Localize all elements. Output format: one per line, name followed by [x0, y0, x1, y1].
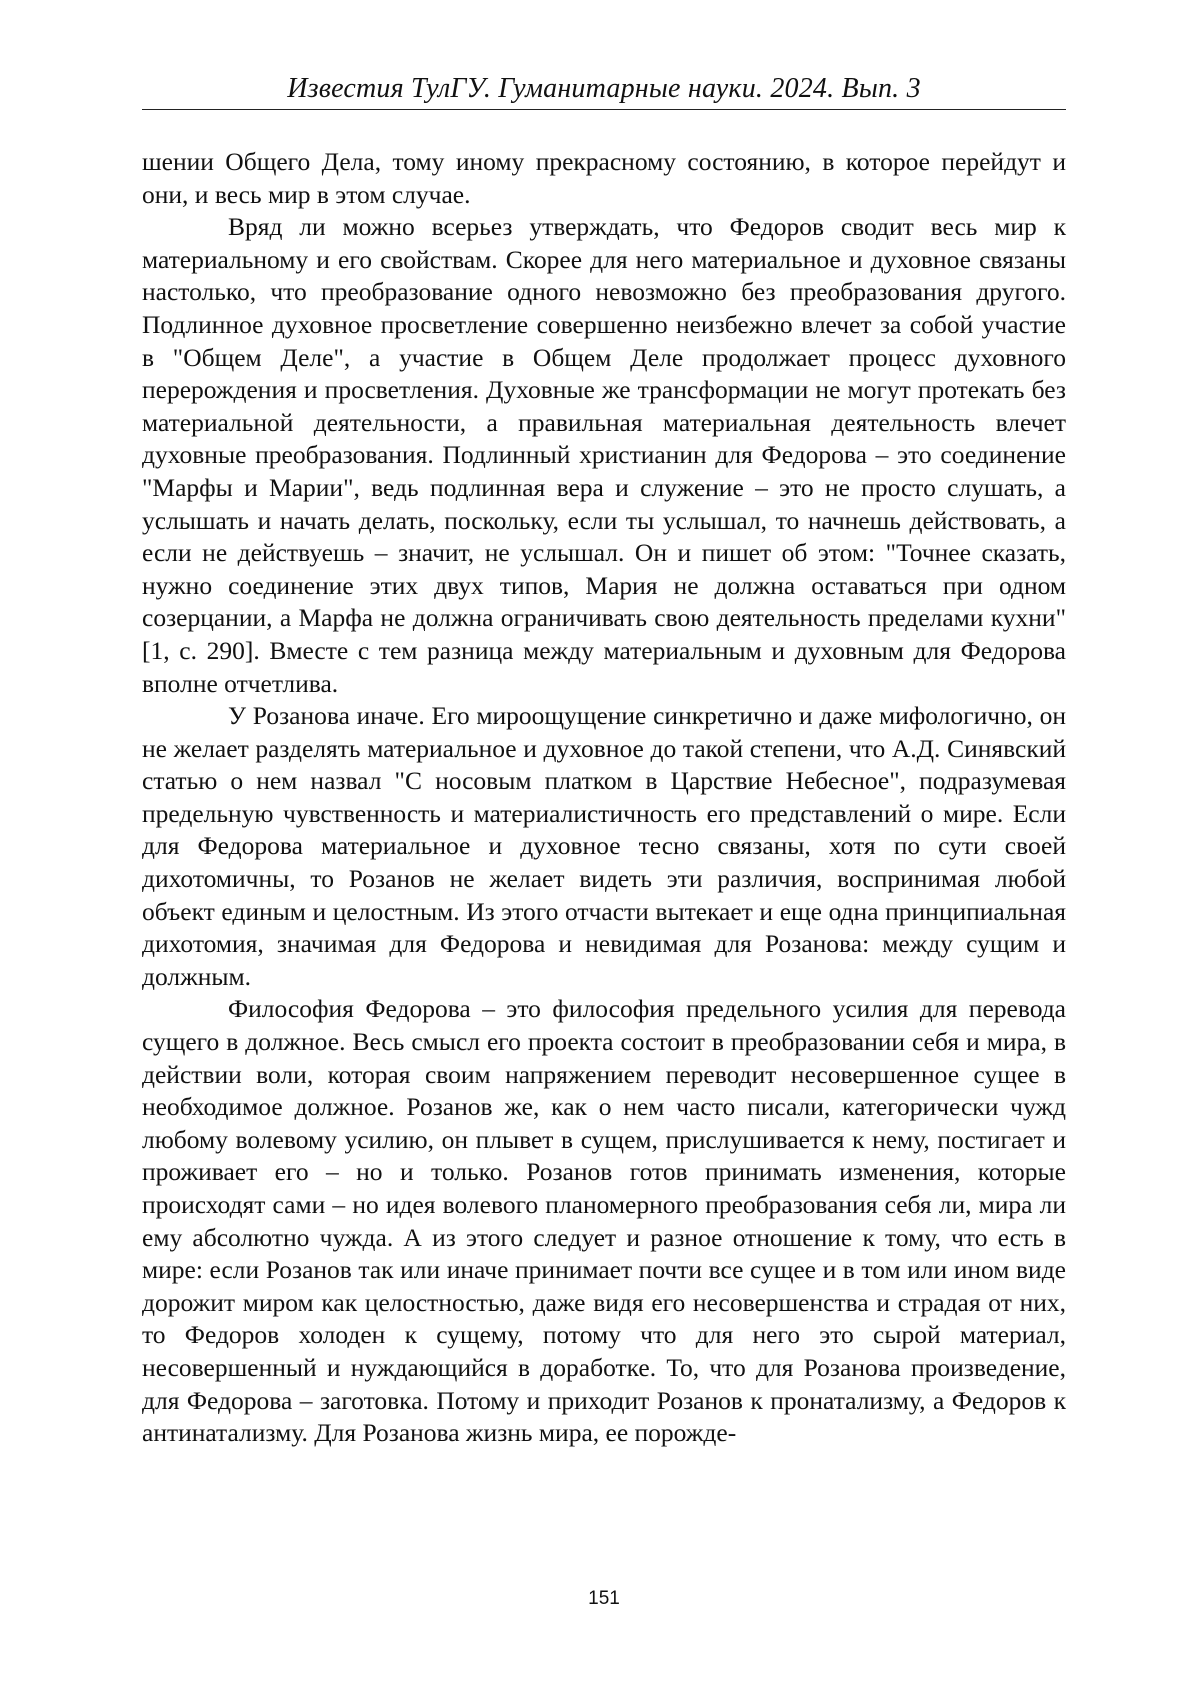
paragraph-fedorov-material-spiritual: Вряд ли можно всерьез утверждать, что Федоров сводит весь мир к материальному и его свойствам. Скорее для него материальное и духовное связаны настолько, что преобразование одного невозможно без преобразования другого. Подлинное духовное просветление совершенно неизбежно влечет за собой участие в "Общем Деле", а участие в Общем Деле продолжает процесс духовного перерождения и просветления. Духовные же трансформации не могут протекать без материальной деятельности, а правильная материальная деятельность влечет духовные преобразования. Подлинный христианин для Федорова – это соединение "Марфы и Марии", ведь подлинная вера и служение – это не просто слушать, а услышать и начать делать, поскольку, если ты услышал, то начнешь действовать, а если не действуешь – значит, не услышал. Он и пишет об этом: "Точнее сказать, нужно соединение этих двух типов, Мария не должна оставаться при одном созерцании, а Марфа не должна ограничивать свою деятельность пределами кухни" [1, с. 290]. Вместе с тем разница между материальным и духовным для Федорова вполне отчетлива. — [142, 212, 1066, 698]
header-divider — [142, 109, 1066, 110]
paragraph-fedorov-philosophy-effort: Философия Федорова – это философия предельного усилия для перевода сущего в должное. Весь смысл его проекта состоит в преобразовании себя и мира, в действии воли, которая своим напряжением переводит несовершенное сущее в необходимое должное. Розанов же, как о нем часто писали, категорически чужд любому волевому усилию, он плывет в сущем, прислушивается к нему, постигает и проживает его – но и только. Розанов готов принимать изменения, которые происходят сами – но идея волевого планомерного преобразования себя ли, мира ли ему абсолютно чужда. А из этого следует и разное отношение к тому, что есть в мире: если Розанов так или иначе принимает почти все сущее и в том или ином виде дорожит миром как целостностью, даже видя его несовершенства и страдая от них, то Федоров холоден к сущему, потому что для него это сырой материал, несовершенный и нуждающийся в доработке. То, что для Розанова произведение, для Федорова – заготовка. Потому и приходит Розанов к пронатализму, а Федоров к антинатализму. Для Розанова жизнь мира, ее порожде- — [142, 994, 1066, 1448]
paragraph-continuation: шении Общего Дела, тому иному прекрасному состоянию, в которое перейдут и они, и весь мир в этом случае. — [142, 147, 1066, 209]
paragraph-rozanov-syncretism: У Розанова иначе. Его мироощущение синкретично и даже мифологично, он не желает разделять материальное и духовное до такой степени, что А.Д. Синявский статью о нем назвал "С носовым платком в Царствие Небесное", подразумевая предельную чувственность и материалистичность его представлений о мире. Если для Федорова материальное и духовное тесно связаны, хотя по сути своей дихотомичны, то Розанов не желает видеть эти различия, воспринимая любой объект единым и целостным. Из этого отчасти вытекает и еще одна принципиальная дихотомия, значимая для Федорова и невидимая для Розанова: между сущим и должным. — [142, 701, 1066, 991]
running-header: Известия ТулГУ. Гуманитарные науки. 2024. Вып. 3 — [287, 73, 921, 104]
page-number: 151 — [588, 1588, 620, 1609]
article-body — [142, 146, 1066, 1450]
